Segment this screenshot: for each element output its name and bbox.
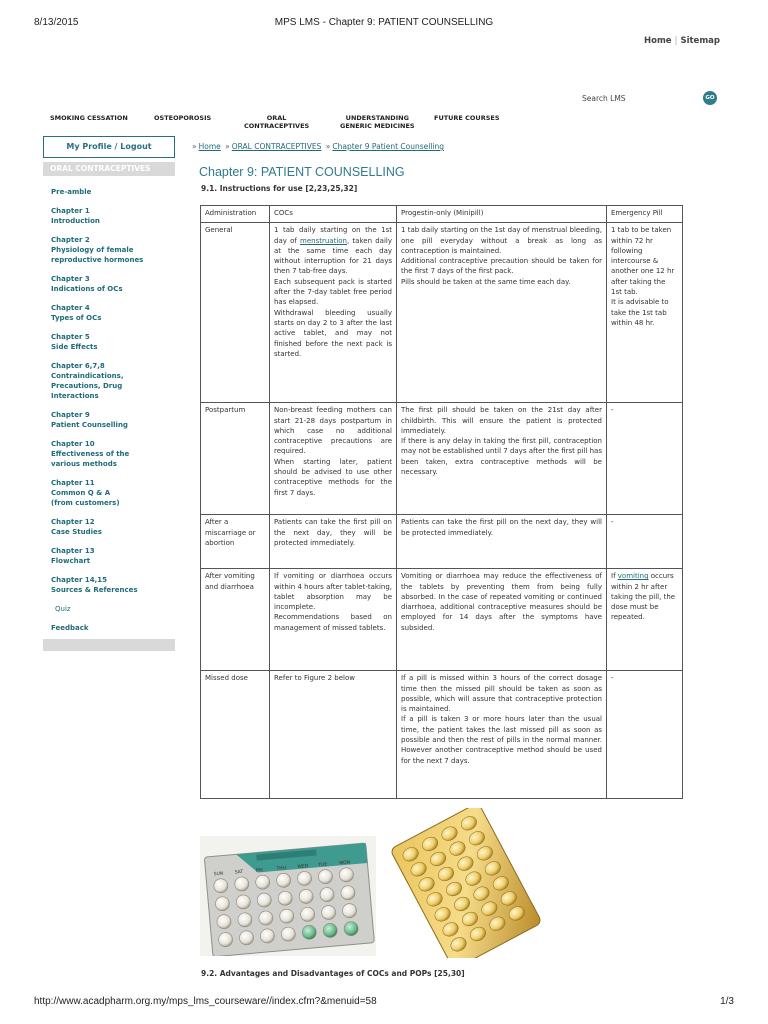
sidebar-item-chapter-12[interactable] [51,517,175,537]
table-header-cell: Emergency Pill [607,206,683,223]
sidebar-item-label: Chapter 11 [51,479,95,487]
table-cell-pop [397,223,607,403]
day-label: SAT [234,869,244,876]
table-row [201,671,683,799]
sidebar-item-sub: Contraindications, [51,372,124,380]
table-row-label: Postpartum [201,403,270,515]
cell-text: The first pill should be taken on the 21st day after childbirth. This will ensure the patient is protected immediately. [401,406,602,435]
sidebar-item-sub: Indications of OCs [51,285,123,293]
sidebar-item-sub: Flowchart [51,557,91,565]
table-cell-pop: Vomiting or diarrhoea may reduce the effectiveness of the tablets by preventing them from being fully absorbed. In the case of repeated vomiting or continued diarrhoea, additional contraceptive measures should be employed for 14 days after the symptoms have subsided. [397,569,607,671]
cell-text: Pills should be taken at the same time each day. [401,277,571,286]
sidebar-item-chapter-9[interactable] [51,410,175,430]
course-nav [50,114,700,136]
sidebar-item-label: Chapter 10 [51,440,95,448]
sidebar-item-chapter-13[interactable] [51,546,175,566]
sidebar-item-label: Chapter 1 [51,207,90,215]
table-row-label: General [201,223,270,403]
section-heading-9-2: 9.2. Advantages and Disadvantages of COCs and POPs [25,30] [201,969,465,978]
breadcrumb-separator: » [325,142,331,151]
search-go-button[interactable]: GO [703,91,717,105]
sidebar-item-feedback[interactable]: Feedback [51,624,89,632]
sidebar-item-label: Chapter 3 [51,275,90,283]
sidebar-item-label: Chapter 14,15 [51,576,107,584]
print-title: MPS LMS - Chapter 9: PATIENT COUNSELLING [274,17,494,28]
nav-oral-contraceptives[interactable] [244,114,309,130]
nav-label: SMOKING CESSATION [50,114,128,122]
sidebar-item-chapter-3[interactable] [51,274,175,294]
sidebar-item-label: Chapter 2 [51,236,90,244]
sidebar-item-preamble[interactable] [51,187,175,197]
table-row-label: After vomiting and diarrhoea [201,569,270,671]
table-row [201,223,683,403]
cell-text: If vomiting or diarrhoea occurs within 4 hours after tablet-taking, tablet absorption may be incomplete. [274,572,392,612]
table-header-cell: COCs [270,206,397,223]
sidebar-item-sub: Patient Counselling [51,421,128,429]
nav-understanding-generic-medicines[interactable] [340,114,415,130]
table-header-row [201,206,683,223]
sidebar-item-sub: Effectiveness of the [51,450,130,458]
table-cell-cocs [270,569,397,671]
sidebar-item-label: Chapter 9 [51,411,90,419]
nav-label: ORAL [266,114,287,122]
nav-smoking-cessation[interactable] [50,114,128,122]
table-row [201,569,683,671]
table-header-cell: Progestin-only (Minipill) [397,206,607,223]
sidebar-item-quiz[interactable]: Quiz [55,605,71,613]
table-cell-cocs: Refer to Figure 2 below [270,671,397,799]
nav-future-courses[interactable] [434,114,500,122]
breadcrumb-home[interactable]: Home [198,142,221,151]
sidebar-item-chapter-6-7-8[interactable] [51,361,175,401]
cell-text: 1 tab daily starting on the 1st day of menstrual bleeding, one pill everyday without a break as long as contraception is maintained. [401,226,602,255]
blister-pack-image [200,836,376,956]
sidebar-item-sub-2: reproductive hormones [51,256,144,264]
print-header [0,17,768,31]
nav-label: FUTURE COURSES [434,114,500,122]
sidebar-item-chapter-10[interactable] [51,439,175,469]
table-row-label: After a miscarriage or abortion [201,515,270,569]
day-label: SUN [213,871,224,878]
table-row [201,403,683,515]
home-link[interactable]: Home [644,36,672,46]
table-cell-pop [397,671,607,799]
sidebar-item-label: Chapter 13 [51,547,95,555]
blister-pack-photo [200,836,376,956]
sidebar-item-chapter-1[interactable] [51,206,175,226]
page-title: Chapter 9: PATIENT COUNSELLING [199,165,405,179]
sidebar-footer-bar [43,639,175,651]
nav-label: OSTEOPOROSIS [154,114,212,122]
breadcrumb-separator: » [192,142,197,151]
table-header-cell: Administration [201,206,270,223]
cell-text: If a pill is missed within 3 hours of the correct dosage time then the missed pill should be taken as soon as possible, which will assure that contraceptive protection is maintained. [401,674,602,714]
cell-text: Withdrawal bleeding usually starts on day 2 to 3 after the last active tablet, and may not finished before the next pack is started. [274,308,392,358]
sitemap-link[interactable]: Sitemap [680,36,720,46]
breadcrumb-chapter[interactable]: Chapter 9 Patient Counselling [332,142,445,151]
table-cell-emergency: - [607,515,683,569]
pill-pack-photo [386,808,546,958]
sidebar-item-label: Chapter 4 [51,304,90,312]
sidebar-item-chapter-4[interactable] [51,303,175,323]
table-cell-cocs [270,403,397,515]
cell-text: 1 tab daily starting on the 1st day of [274,226,392,245]
sidebar-item-sub-2: (from customers) [51,499,120,507]
sidebar-item-sub-3: Interactions [51,392,99,400]
sidebar-item-sub: Common Q & A [51,489,111,497]
print-page-number: 1/3 [720,996,734,1007]
sidebar-item-sub: Side Effects [51,343,98,351]
glossary-link-menstruation[interactable]: menstruation [300,236,347,245]
table-cell-emergency [607,223,683,403]
table-row-label: Missed dose [201,671,270,799]
cell-text: If [611,572,616,581]
sidebar-item-chapter-14-15[interactable] [51,575,175,595]
table-cell-pop: Patients can take the first pill on the next day, they will be protected immediately. [397,515,607,569]
cell-text: If a pill is taken 3 or more hours later than the usual time, the patient takes the last missed pill as soon as possible and then the rest of pills in the normal manner. However another contraceptive method should be used for the next 7 days. [401,715,602,765]
instructions-table [200,205,683,799]
sidebar-item-sub-2: Precautions, Drug [51,382,123,390]
sidebar-item-sub-2: various methods [51,460,117,468]
profile-logout-button[interactable]: My Profile / Logout [43,136,175,158]
day-label: WED [297,864,309,871]
sidebar-item-label: Chapter 5 [51,333,90,341]
glossary-link-vomiting[interactable]: vomiting [617,572,649,581]
sidebar-menu [43,176,175,633]
nav-label-2: GENERIC MEDICINES [340,122,415,130]
cell-text: , taken daily at the same time each day without interruption for 21 days then 7 tab-free days. [274,236,392,276]
sidebar-item-label: Chapter 6,7,8 [51,362,105,370]
sidebar-item-label: Chapter 12 [51,518,95,526]
breadcrumb [190,142,444,151]
print-date: 8/13/2015 [34,17,79,28]
sidebar-heading: ORAL CONTRACEPTIVES [43,162,175,176]
day-label: THU [276,866,287,872]
sidebar-item-sub: Case Studies [51,528,102,536]
sidebar-item-chapter-2[interactable] [51,235,175,265]
table-row [201,515,683,569]
day-label: MON [339,860,351,867]
pill-pack-image [386,808,546,958]
sidebar [43,136,175,651]
sidebar-item-chapter-5[interactable] [51,332,175,352]
table-cell-cocs: Patients can take the first pill on the next day, they will be protected immediately. [270,515,397,569]
cell-text: When starting later, patient should be advised to use other contraceptive methods for the first 7 days. [274,457,392,497]
table-cell-emergency: - [607,671,683,799]
sidebar-item-sub: Introduction [51,217,100,225]
cell-text: Recommendations based on management of missed tablets. [274,613,392,632]
print-footer [0,996,768,1010]
cell-text: occurs within 2 hr after taking the pill, the dose must be repeated. [611,572,676,622]
sidebar-item-sub: Types of OCs [51,314,102,322]
sidebar-item-sub: Physiology of female [51,246,134,254]
table-cell-pop [397,403,607,515]
sidebar-item-sub: Sources & References [51,586,138,594]
sidebar-item-chapter-11[interactable] [51,478,175,508]
breadcrumb-course[interactable]: ORAL CONTRACEPTIVES [231,142,322,151]
cell-text: Each subsequent pack is started after the 7-day tablet free period has elapsed. [274,277,392,307]
table-cell-cocs [270,223,397,403]
nav-label-2: CONTRACEPTIVES [244,122,310,130]
section-heading-9-1: 9.1. Instructions for use [2,23,25,32] [201,184,358,193]
search-label: Search LMS [582,94,626,103]
print-url: http://www.acadpharm.org.my/mps_lms_courseware//index.cfm?&menuid=58 [34,996,377,1007]
cell-text: Additional contraceptive precaution should be taken for the first 7 days of the first pack. [401,257,602,276]
top-links: Home | Sitemap [644,36,720,46]
breadcrumb-separator: » [225,142,230,151]
sidebar-item-label: Pre-amble [51,188,92,196]
day-label: TUE [318,862,328,869]
day-label: FRI [255,868,263,874]
cell-text: 1 tab to be taken within 72 hr following intercourse & another one 12 hr after taking the 1st tab. [611,226,675,297]
table-cell-emergency [607,569,683,671]
nav-osteoporosis[interactable] [154,114,211,122]
cell-text: Non-breast feeding mothers can start 21-28 days postpartum in which case no additional contraceptive precautions are required. [274,406,392,456]
cell-text: It is advisable to take the 1st tab within 48 hr. [611,298,669,327]
nav-label: UNDERSTANDING [345,114,409,122]
cell-text: If there is any delay in taking the first pill, contraception may not be established until 7 days after the first pill has been taken, extra contraceptive methods will be necessary. [401,437,602,477]
table-cell-emergency: - [607,403,683,515]
